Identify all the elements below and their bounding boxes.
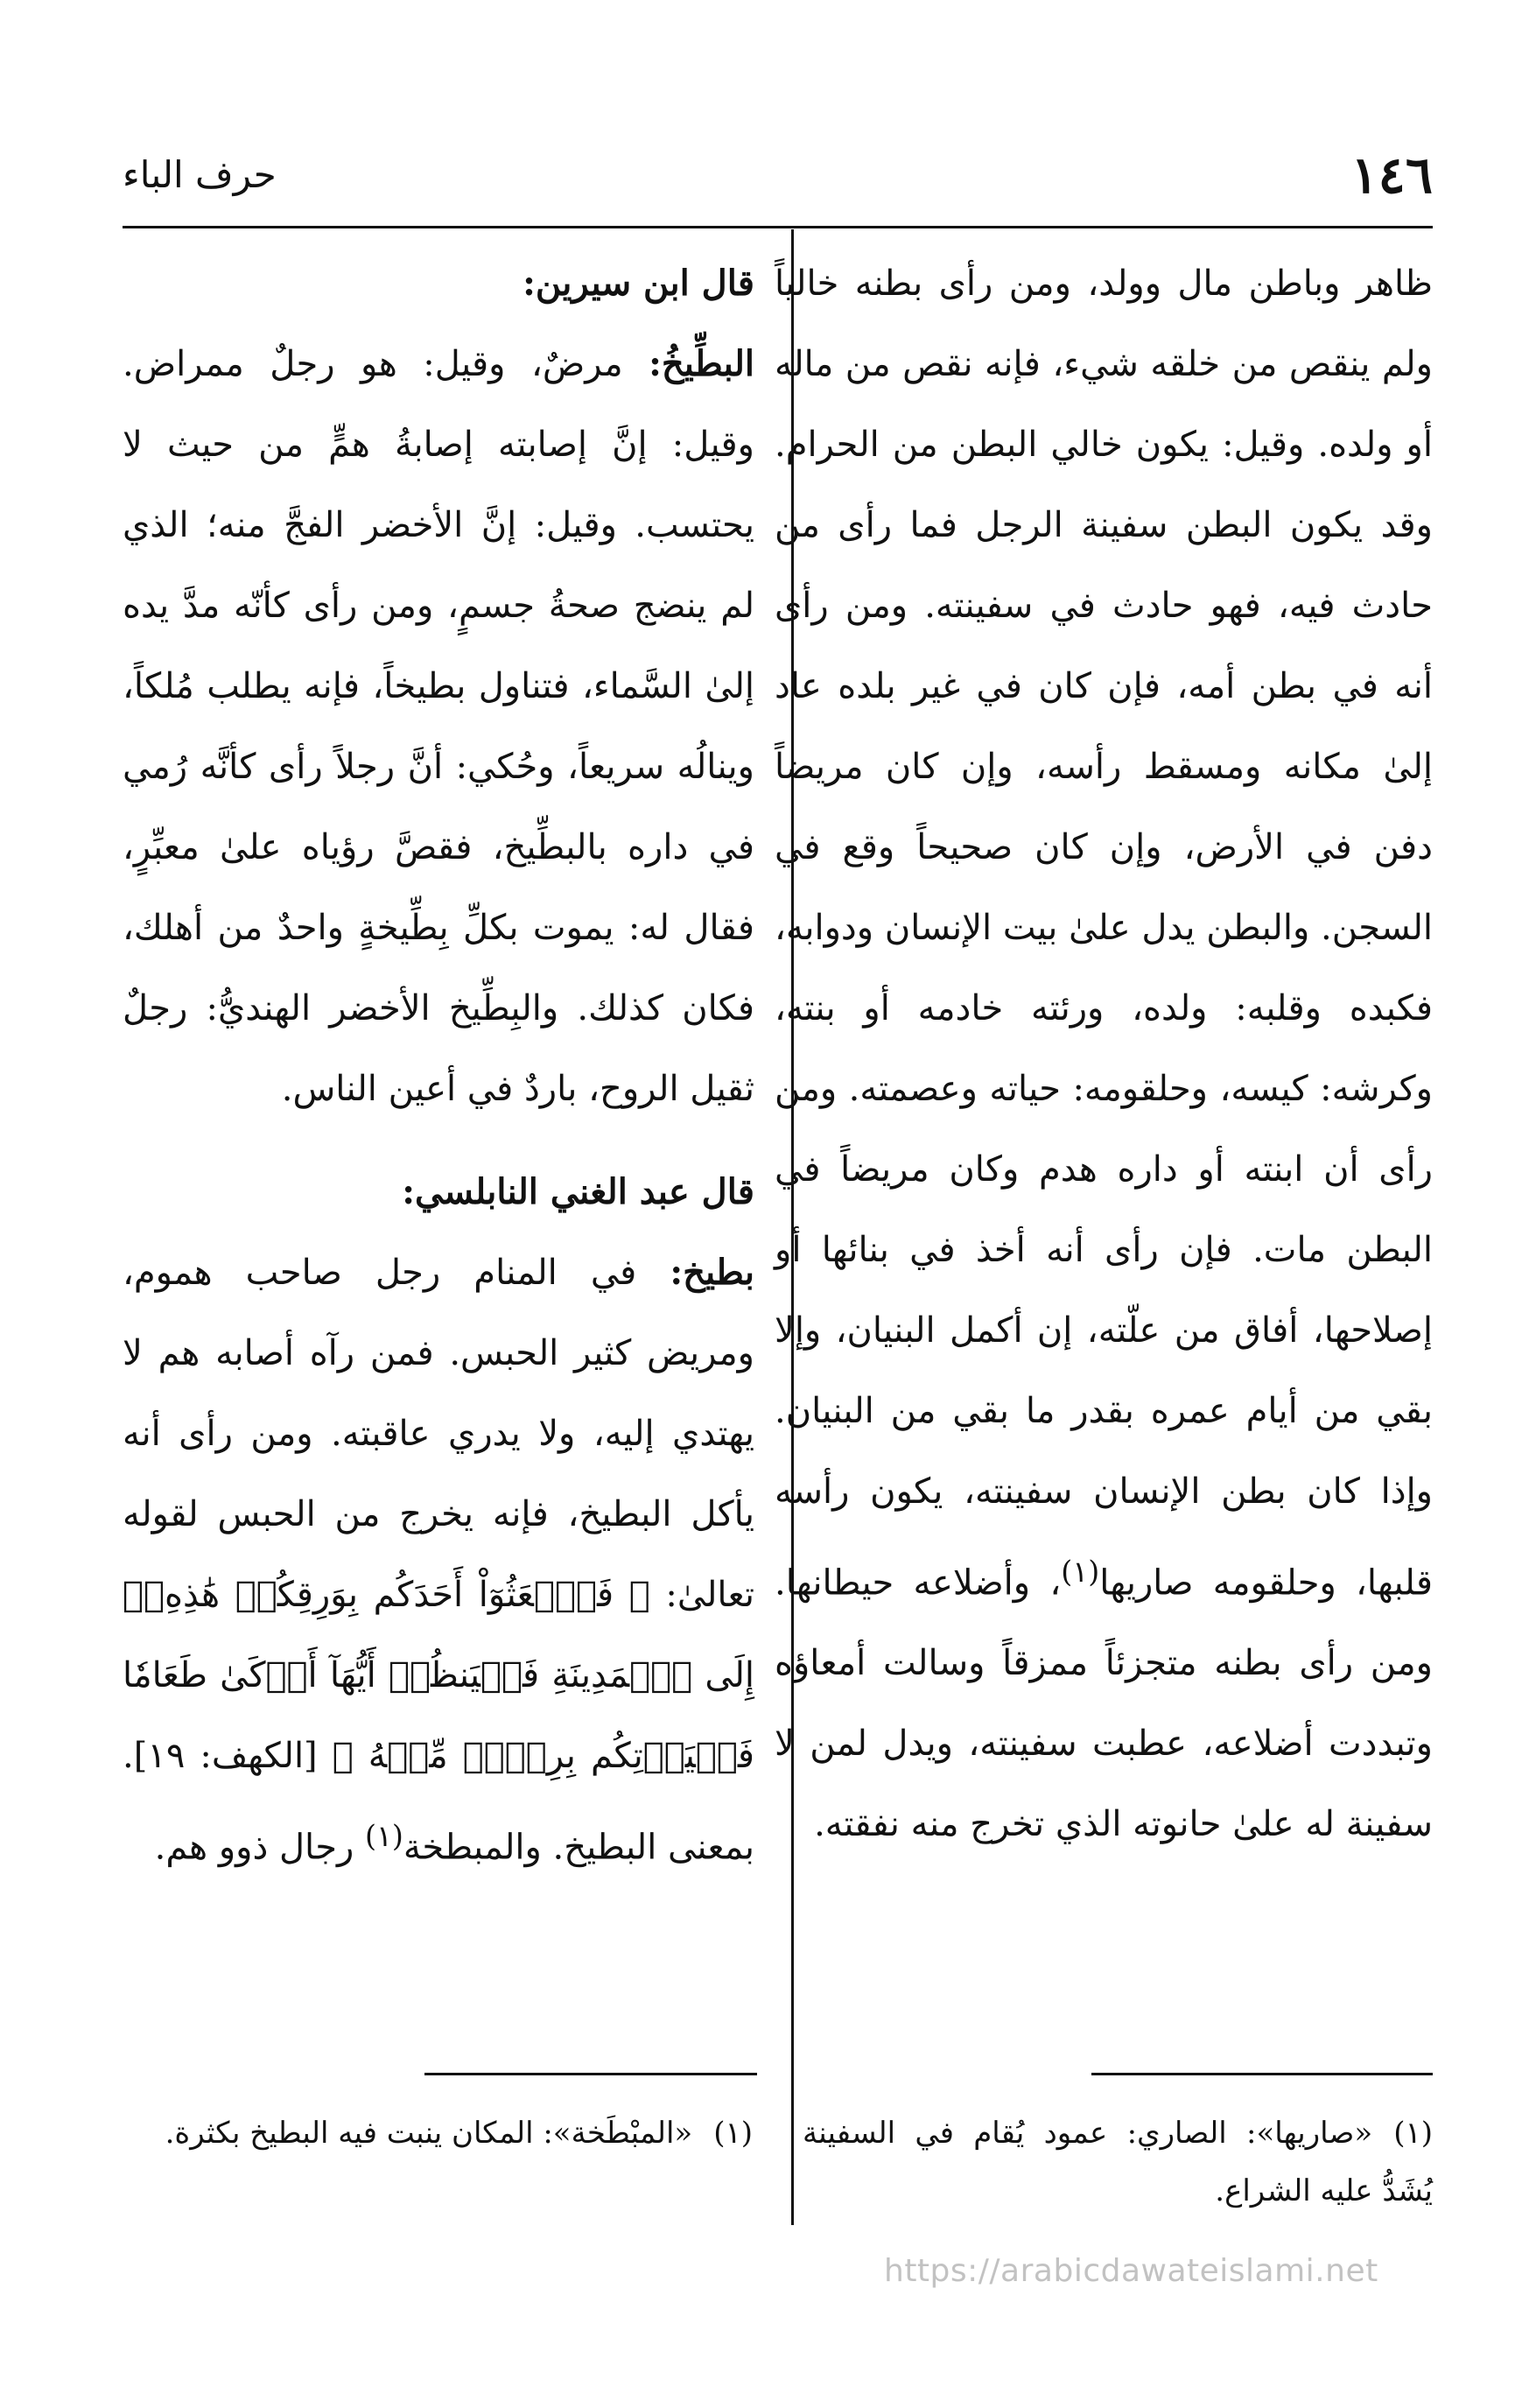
section-heading-ibn-sirin: قال ابن سيرين: (523, 263, 754, 304)
entry-lead-word: البطِّيخُ: (649, 343, 754, 384)
ibn-sirin-entry (123, 324, 754, 1129)
right-paragraph-tail: ، وأضلاعه حيطانها. ومن رأى بطنه متجزئاً ممزقاً وسالت أمعاؤه وتبددت أضلاعه، عطبت سفينته، ويدل لمن لا سفينة له علىٰ حانوته الذي تخرج منه نفقته. (775, 1562, 1433, 1845)
right-paragraph-text: ظاهر وباطن مال وولد، ومن رأى بطنه خالياً ولم ينقص من خلقه شيء، فإنه نقص من ماله أو ولده. وقيل: يكون خالي البطن من الحرام. وقد يكون البطن سفينة الرجل فما رأى من حادث فيه، فهو حادث في سفينته. ومن رأى أنه في بطن أمه، فإن كان في غير بلده عاد إلىٰ مكانه ومسقط رأسه، وإن كان مريضاً دفن في الأرض، وإن كان صحيحاً وقع في السجن. والبطن يدل علىٰ بيت الإنسان ودوابه، فكبده وقلبه: ولده، ورئته خادمه أو بنته، وكرشه: كيسه، وحلقومه: حياته وعصمته. ومن رأى أن ابنته أو داره هدم وكان مريضاً في البطن مات. فإن رأى أنه أخذ في بنائها أو إصلاحها، أفاق من علّته، إن أكمل البنيان، وإلا بقي من أيام عمره بقدر ما بقي من البنيان. وإذا كان بطن الإنسان سفينته، يكون رأسه قلبها، وحلقومه صاريها (775, 263, 1433, 1604)
nabulsi-tail-end: رجال ذوو هم. (154, 1827, 365, 1868)
footnote-mark: (١) (713, 2116, 753, 2151)
footnote-rule-right (1091, 2073, 1433, 2075)
page-number: ١٤٦ (1350, 145, 1433, 205)
footnote-right (803, 2104, 1433, 2220)
nabulsi-entry (123, 1232, 754, 1887)
footnote-text: «المبْطَخة»: المكان ينبت فيه البطيخ بكثرة. (165, 2116, 693, 2151)
footnote-left (123, 2104, 753, 2162)
running-head: حرف الباء (123, 153, 277, 196)
footnote-reference: (١) (1061, 1555, 1100, 1589)
right-column (775, 243, 1433, 1864)
footnote-reference: (١) (364, 1819, 403, 1853)
right-column-paragraph (775, 243, 1433, 1864)
footnote-rule-left (424, 2073, 757, 2075)
nabulsi-text: في المنام رجل صاحب هموم، ومريض كثير الحبس. فمن رآه أصابه هم لا يهتدي إليه، ولا يدري عاقبته. ومن رأى أنه يأكل البطيخ، فإنه يخرج من الحبس لقوله تعالىٰ: (123, 1253, 754, 1615)
quran-verse: ﴿ فَٱبۡعَثُوٓاْ أَحَدَكُم بِوَرِقِكُمۡ هَٰذِهِۦٓ إِلَى ٱلۡمَدِينَةِ فَلۡيَنظُرۡ أَيُّهَآ أَزۡكَىٰ طَعَامٗا فَلۡيَأۡتِكُم بِرِزۡقٖ مِّنۡهُ ﴾ (123, 1575, 755, 1776)
header-rule (123, 226, 1433, 228)
footnote-text: «صاريها»: الصاري: عمود يُقام في السفينة يُشَدُّ عليه الشراع. (803, 2116, 1433, 2208)
left-column (123, 243, 754, 1887)
footnote-mark: (١) (1393, 2116, 1433, 2151)
watermark-url: https://arabicdawateislami.net (884, 2253, 1378, 2289)
ibn-sirin-text: مرضٌ، وقيل: هو رجلٌ ممراض. وقيل: إنَّ إصابته إصابةُ همٍّ من حيث لا يحتسب. وقيل: إنَّ الأخضر الفجَّ منه؛ الذي لم ينضج صحةُ جسمٍ، ومن رأى كأنّه مدَّ يده إلىٰ السَّماء، فتناول بطيخاً، فإنه يطلب مُلكاً، وينالُه سريعاً، وحُكي: أنَّ رجلاً رأى كأنَّه رُمي في داره بالبطِّيخ، فقصَّ رؤياه علىٰ معبِّرٍ، فقال له: يموت بكلِّ بِطِّيخةٍ واحدٌ من أهلك، فكان كذلك. والبِطِّيخ الأخضر الهنديُّ: رجلٌ ثقيل الروح، باردٌ في أعين الناس. (123, 344, 754, 1109)
quran-reference: [الكهف: ١٩]. (123, 1736, 333, 1776)
section-heading-nabulsi: قال عبد الغني النابلسي: (402, 1171, 754, 1212)
page-header (123, 140, 1433, 210)
nabulsi-tail: بمعنى البطيخ. والمبطخة (403, 1827, 754, 1868)
entry-lead-word: بطيخ: (670, 1252, 754, 1293)
